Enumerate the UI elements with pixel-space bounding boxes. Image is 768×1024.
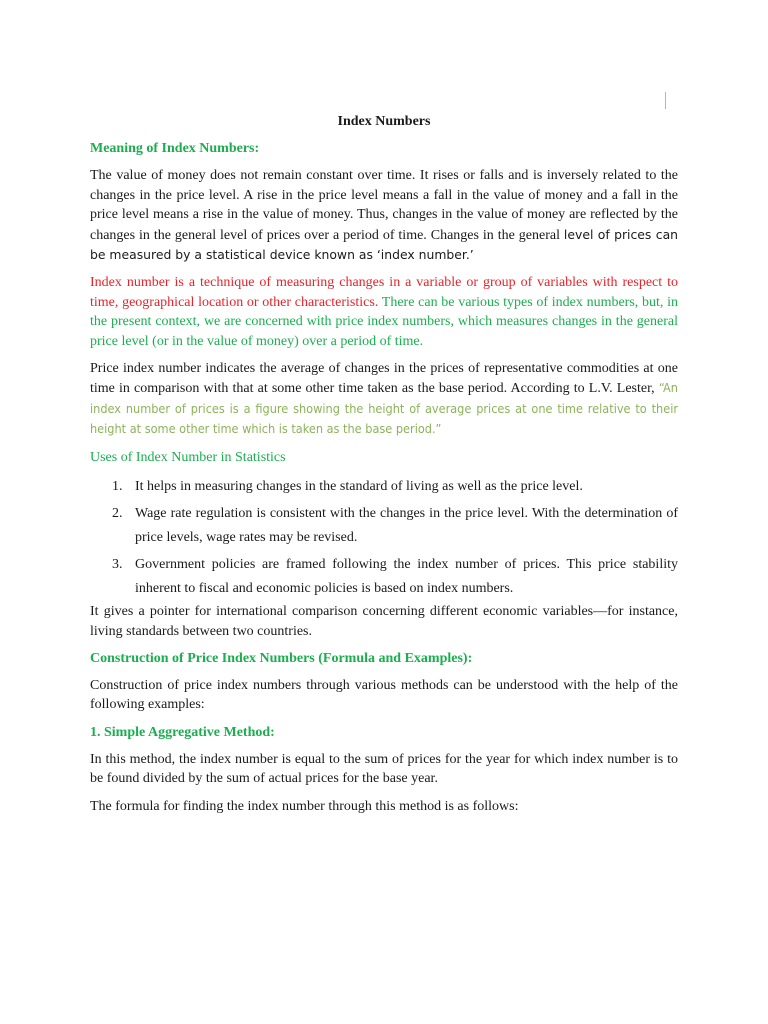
paragraph-value-of-money [90,166,678,265]
list-item-number: 3. [112,557,123,573]
paragraph-value-of-money-tail: level of prices can be measured by a statistical device known as ‘index number.’ [90,226,679,263]
definition-red-text: Index number is a technique of measuring changes in a variable or group of variables with respect to time, geographical location or other characteristics [90,275,678,310]
heading-uses: Uses of Index Number in Statistics [90,449,286,465]
paragraph-price-index [90,359,678,440]
heading-construction: Construction of Price Index Numbers (Formula and Examples): [90,651,473,666]
list-item-text: It helps in measuring changes in the standard of living as well as the price level. [135,478,583,494]
uses-list [90,475,678,601]
paragraph-formula-intro: The formula for finding the index number through this method is as follows: [90,798,519,814]
list-item-text: Wage rate regulation is consistent with the changes in the price level. With the determination of price levels, wage rates may be revised. [135,506,678,545]
list-item [90,475,678,499]
heading-simple-aggregative: 1. Simple Aggregative Method: [90,724,275,740]
paragraph-definition [90,273,678,351]
paragraph-construction: Construction of price index numbers through various methods can be understood with the help of the following examples: [90,678,678,713]
paragraph-simple-method: In this method, the index number is equal to the sum of prices for the year for which index number is to be found divided by the sum of actual prices for the base year. [90,751,678,787]
paragraph-value-of-money-main: The value of money does not remain constant over time. It rises or falls and is inversely related to the changes in the price level. A rise in the price level means a fall in the value of money and a fall in the price level means a rise in the value of money. Thus, changes in the value of money are reflected by the changes in the general level of prices over a period of time. Changes in the general [90,168,678,243]
lester-quote: “An index number of prices is a figure showing the height of average prices at one time relative to their height at some other time which is taken as the base period.” [90,380,678,437]
definition-period: . [374,294,379,310]
document-title: Index Numbers [337,114,431,129]
list-item [90,502,678,549]
list-item [90,553,678,600]
heading-meaning: Meaning of Index Numbers: [90,141,260,157]
definition-green-text: There can be various types of index numbers, but, in the present context, we are concerned with price index numbers, which measures changes in the general price level (or in the value of money) over a period of time. [90,294,678,349]
document-page [90,112,678,824]
list-item-text: Government policies are framed following the index number of prices. This price stability inherent to fiscal and economic policies is based on index numbers. [135,557,678,596]
list-item-number: 1. [112,478,123,494]
list-item-number: 2. [112,506,123,522]
text-cursor-mark [665,92,666,109]
price-index-main: Price index number indicates the average of changes in the prices of representative commodities at one time in comparison with that at some other time taken as the base period. According to L.V. Lester, [90,361,678,397]
paragraph-international-comparison: It gives a pointer for international comparison concerning different economic variables—for instance, living standards between two countries. [90,604,678,639]
